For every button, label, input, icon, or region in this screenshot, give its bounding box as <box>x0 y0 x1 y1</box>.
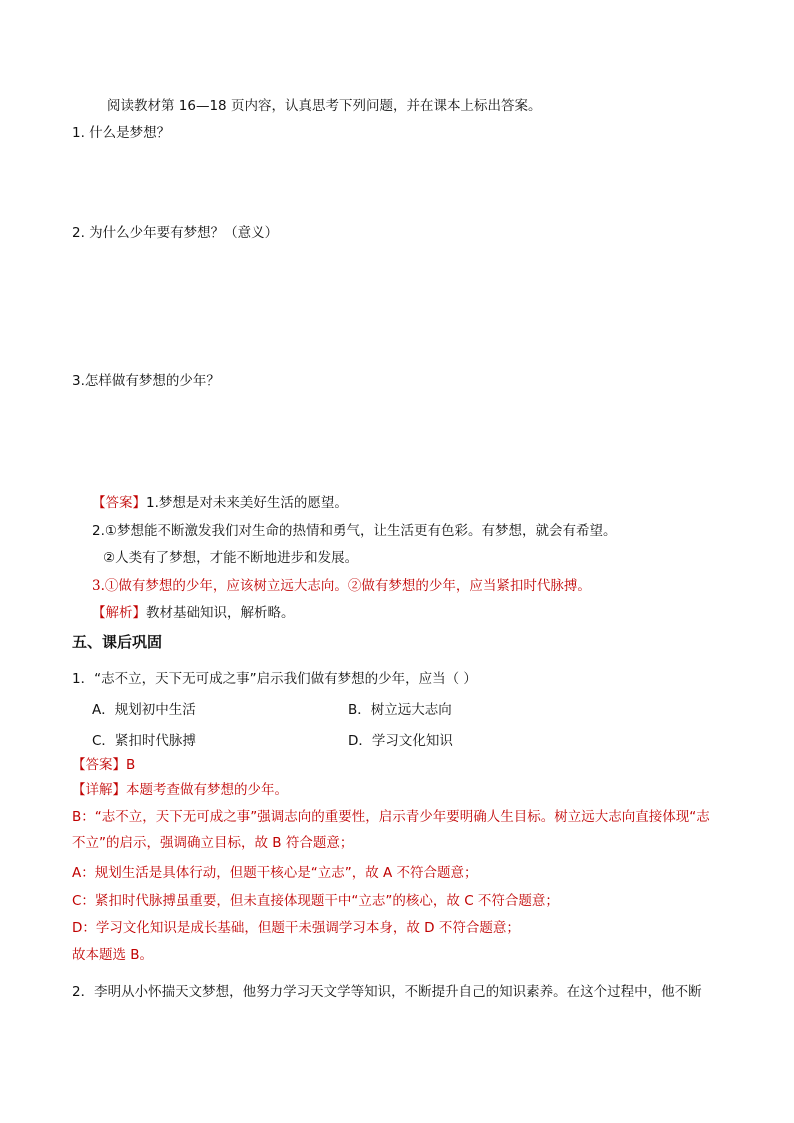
question-3: 3.怎样做有梦想的少年？ <box>72 373 220 389</box>
answer-line-2a: 2.①梦想能不断激发我们对生命的热情和勇气，让生活更有色彩。有梦想，就会有希望。 <box>92 523 617 539</box>
reading-intro: 阅读教材第 16—18 页内容，认真思考下列问题，并在课本上标出答案。 <box>107 98 542 114</box>
answer-line-3: 3.①做有梦想的少年，应该树立远大志向。②做有梦想的少年，应当紧扣时代脉搏。 <box>92 578 591 594</box>
answer-line-1 <box>92 494 348 512</box>
analysis-text: 教材基础知识，解析略。 <box>146 605 295 621</box>
question-1: 1. 什么是梦想？ <box>72 125 171 141</box>
option-b: B．树立远大志向 <box>348 702 452 718</box>
q1-conclusion: 故本题选 B。 <box>72 947 154 963</box>
answer-line-2b: ②人类有了梦想，才能不断地进步和发展。 <box>103 550 359 566</box>
q1-detail-b-line2: 不立”的启示，强调确立目标，故 B 符合题意； <box>72 835 354 851</box>
q1-detail-intro: 本题考查做有梦想的少年。 <box>126 782 288 798</box>
q1-answer-value: B <box>126 757 136 773</box>
option-d: D．学习文化知识 <box>348 733 453 749</box>
q1-answer-tag: 【答案】 <box>72 757 126 773</box>
q1-answer-line <box>72 756 135 774</box>
q1-detail-a: A：规划生活是具体行动，但题干核心是“立志”，故 A 不符合题意； <box>72 865 478 881</box>
question-2: 2. 为什么少年要有梦想？（意义） <box>72 225 279 241</box>
answer-1-text: 1.梦想是对未来美好生活的愿望。 <box>146 495 348 511</box>
q1-detail-tag: 【详解】 <box>72 782 126 798</box>
q1-detail-c: C：紧扣时代脉搏虽重要，但未直接体现题干中“立志”的核心，故 C 不符合题意； <box>72 893 559 909</box>
q1-detail-line <box>72 781 288 799</box>
option-a: A．规划初中生活 <box>92 702 196 718</box>
section-title: 五、课后巩固 <box>72 633 163 651</box>
answer-tag: 【答案】 <box>92 495 146 511</box>
q1-detail-b-line1: B：“志不立，天下无可成之事”强调志向的重要性，启示青少年要明确人生目标。树立远大志向直接体现“志 <box>72 809 710 825</box>
question-1-stem: 1．“志不立，天下无可成之事”启示我们做有梦想的少年，应当（ ） <box>72 671 477 687</box>
q1-detail-d: D：学习文化知识是成长基础，但题干未强调学习本身，故 D 不符合题意； <box>72 920 520 936</box>
question-2-stem: 2．李明从小怀揣天文梦想，他努力学习天文学等知识，不断提升自己的知识素养。在这个过程中，他不断 <box>72 984 702 1000</box>
analysis-line <box>92 604 295 622</box>
option-c: C．紧扣时代脉搏 <box>92 733 196 749</box>
analysis-tag: 【解析】 <box>92 605 146 621</box>
